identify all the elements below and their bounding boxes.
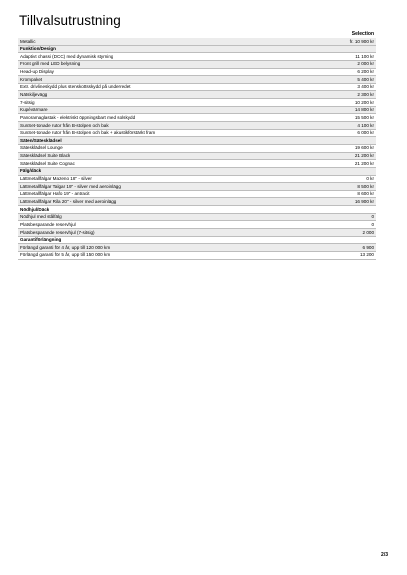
option-label: SunSet-tonade rutor från B-stolpen och bak	[20, 122, 109, 128]
section-header	[18, 137, 376, 145]
option-price: 14 800 kr	[354, 107, 374, 113]
option-price: fr. 10 900 kr	[349, 38, 374, 44]
option-price: 11 100 kr	[355, 53, 374, 59]
page-title: Tillvalsutrustning	[19, 13, 121, 28]
option-label: Lättmetallfälgar Rila 20" - silver med aeroinlägg	[20, 198, 117, 204]
section-label: Säten/Sätesklädsel	[20, 137, 62, 143]
option-label: Förlängd garanti för 5 år, upp till 150 000 km	[20, 252, 111, 258]
option-label: Kupévärmare	[20, 107, 48, 113]
option-label: Förlängd garanti för 4 år, upp till 120 000 km	[20, 244, 111, 250]
option-price: 8 500 kr	[357, 183, 374, 189]
option-price: 0	[371, 221, 374, 227]
option-label: Adaptivt chassi (DCC) med dynamisk styrning	[20, 53, 114, 59]
option-price: 4 100 kr	[357, 122, 374, 128]
option-label: SunSet-tonade rutor från B-stolpen och bak + akustikförstärkt fram	[20, 130, 156, 136]
option-price: 2 000	[362, 229, 374, 235]
table-row	[18, 160, 376, 168]
option-price: 0	[371, 214, 374, 220]
option-price: 21 200 kr	[354, 160, 374, 166]
column-header-selection: Selection	[351, 31, 374, 37]
page-number: 2/3	[381, 552, 388, 558]
option-price: 6 200 kr	[357, 69, 374, 75]
section-label: Nödhjul/Däck	[20, 206, 50, 212]
option-price: 8 600 kr	[357, 191, 374, 197]
option-price: 2 000 kr	[357, 61, 374, 67]
options-rows	[18, 38, 376, 260]
option-label: Nödhjul med stålfälg	[20, 214, 62, 220]
table-row	[18, 69, 376, 77]
option-label: Platsbesparande reservhjul (7-sitsig)	[20, 229, 95, 235]
option-label: 7-sitsig	[20, 99, 35, 105]
option-label: Panoramaglastak - elektriskt öppningsbart med solskydd	[20, 114, 136, 120]
option-price: 16 900 kr	[354, 198, 374, 204]
option-label: Lättmetallfälgar Mazeno 18" - silver	[20, 176, 92, 182]
option-price: 21 200 kr	[354, 153, 374, 159]
option-price: 3 400 kr	[357, 84, 374, 90]
option-label: Platsbesparande reservhjul	[20, 221, 76, 227]
section-label: Funktion/Design	[20, 46, 56, 52]
section-label: Garantiförlängning	[20, 237, 62, 243]
table-row	[18, 99, 376, 107]
option-label: Front grill med LED belysning	[20, 61, 81, 67]
option-price: 19 600 kr	[354, 145, 374, 151]
table-row	[18, 229, 376, 237]
option-label: Metallic	[20, 38, 36, 44]
table-row	[18, 61, 376, 69]
table-row	[18, 198, 376, 206]
table-row	[18, 38, 376, 46]
option-label: Krompaket	[20, 76, 43, 82]
options-table	[18, 30, 376, 260]
option-price: 0 kr	[366, 176, 374, 182]
option-price: 5 400 kr	[357, 76, 374, 82]
option-price: 6 900	[362, 244, 374, 250]
option-price: 15 500 kr	[354, 114, 374, 120]
option-price: 6 000 kr	[357, 130, 374, 136]
table-row	[18, 145, 376, 153]
option-label: Extr. drivlineskydd plus stenskottsskydd på underredet	[20, 84, 131, 90]
option-label: Head-up Display	[20, 69, 54, 75]
option-label: Lättmetallfälgar Talgar 19" - silver med aeroinlägg	[20, 183, 121, 189]
option-label: Sätesklädsel Lounge	[20, 145, 63, 151]
section-header	[18, 206, 376, 214]
option-price: 13 200	[359, 252, 374, 258]
section-label: Fälg/däck	[20, 168, 42, 174]
option-label: Sätesklädsel Suite Cognac	[20, 160, 75, 166]
table-row	[18, 130, 376, 138]
table-row	[18, 252, 376, 260]
table-row	[18, 91, 376, 99]
option-label: Nätskiljevägg	[20, 91, 48, 97]
option-label: Lättmetallfälgar Hafo 19" - antracit	[20, 191, 90, 197]
option-label: Sätesklädsel Suite Black	[20, 153, 71, 159]
table-row	[18, 84, 376, 92]
option-price: 10 200 kr	[354, 99, 374, 105]
option-price: 2 300 kr	[357, 91, 374, 97]
